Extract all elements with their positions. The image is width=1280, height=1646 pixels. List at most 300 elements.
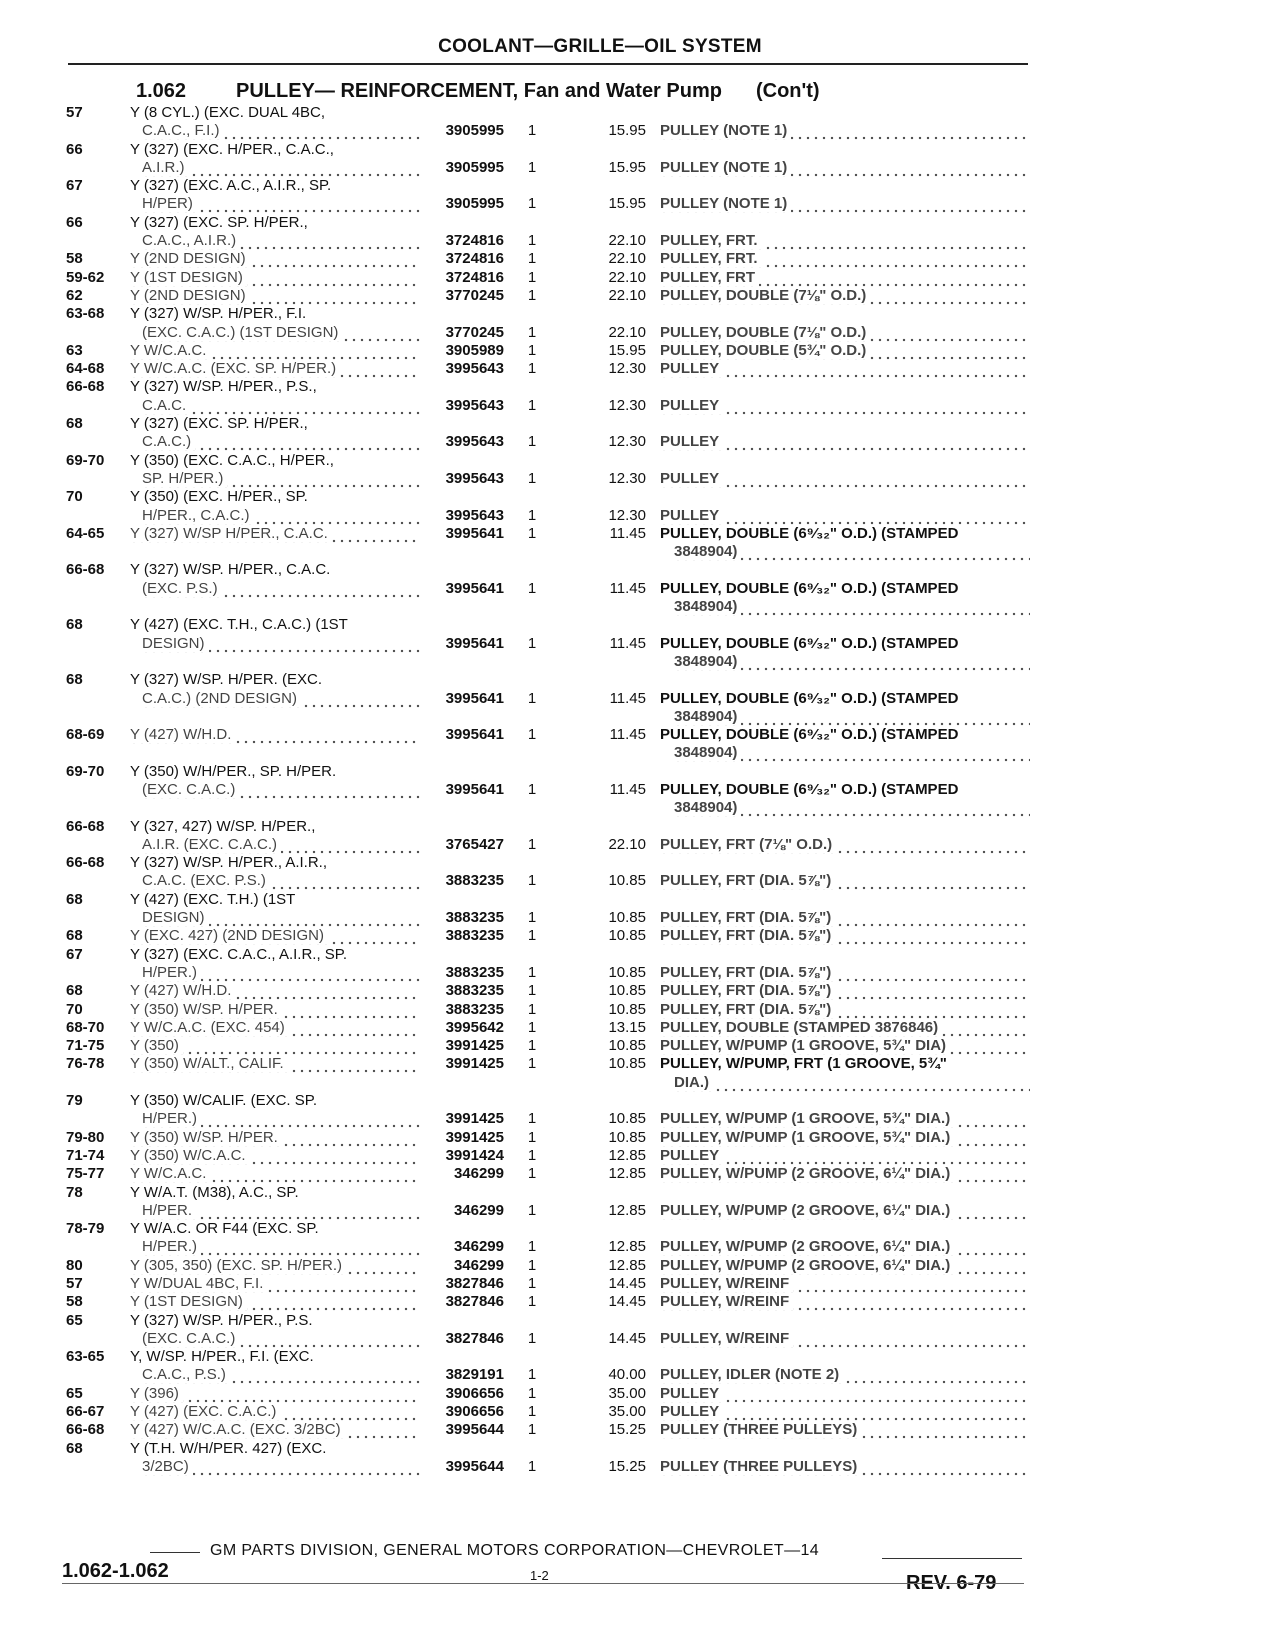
cell-text: (EXC. C.A.C.) bbox=[142, 1330, 239, 1347]
row-part-number: 3995644 bbox=[445, 1421, 504, 1439]
row-part-number: 3883235 bbox=[445, 1000, 504, 1018]
row-year: 58 bbox=[66, 1293, 83, 1311]
table-row bbox=[0, 397, 1280, 415]
row-year: 66-67 bbox=[66, 1403, 105, 1421]
group-heading bbox=[136, 80, 820, 103]
row-part-name bbox=[660, 982, 1030, 1000]
group-title: PULLEY— REINFORCEMENT, Fan and Water Pump bbox=[236, 80, 722, 102]
row-description bbox=[130, 1421, 420, 1439]
row-description bbox=[130, 1037, 420, 1055]
cell-text: Y (396) bbox=[130, 1385, 183, 1402]
row-part-name bbox=[660, 232, 1030, 250]
row-price: 10.85 bbox=[608, 872, 646, 890]
row-part-name bbox=[660, 433, 1030, 451]
row-part-number: 3770245 bbox=[445, 323, 504, 341]
cell-text: C.A.C., A.I.R.) bbox=[142, 232, 240, 249]
row-quantity: 1 bbox=[527, 250, 537, 268]
table-row bbox=[0, 378, 1280, 396]
row-part-name bbox=[660, 1366, 1030, 1384]
table-row bbox=[0, 781, 1280, 799]
row-year: 70 bbox=[66, 488, 83, 506]
row-quantity: 1 bbox=[527, 1329, 537, 1347]
table-row bbox=[0, 598, 1280, 616]
cell-text: PULLEY, FRT (DIA. 5⅞") bbox=[660, 927, 835, 944]
row-part-name: PULLEY, W/PUMP, FRT (1 GROOVE, 5¾" bbox=[660, 1055, 947, 1073]
row-part-number: 3995641 bbox=[445, 634, 504, 652]
table-row bbox=[0, 1037, 1280, 1055]
row-price: 15.95 bbox=[608, 195, 646, 213]
row-part-number: 3995643 bbox=[445, 360, 504, 378]
row-price: 12.30 bbox=[608, 433, 646, 451]
section-title: COOLANT—GRILLE—OIL SYSTEM bbox=[438, 36, 762, 57]
parts-list bbox=[0, 104, 1280, 1476]
table-row bbox=[0, 104, 1280, 122]
row-part-number: 346299 bbox=[453, 1201, 504, 1219]
cell-text: PULLEY (NOTE 1) bbox=[660, 195, 791, 212]
row-quantity: 1 bbox=[527, 909, 537, 927]
row-description: Y (327) W/SP. H/PER., F.I. bbox=[130, 305, 307, 323]
table-row bbox=[0, 1001, 1280, 1019]
table-row bbox=[0, 1238, 1280, 1256]
cell-text: PULLEY (THREE PULLEYS) bbox=[660, 1458, 861, 1475]
table-row bbox=[0, 1312, 1280, 1330]
row-description: Y (327) (EXC. H/PER., C.A.C., bbox=[130, 140, 334, 158]
row-description: Y (327) (EXC. SP. H/PER., bbox=[130, 415, 308, 433]
footer-rule-left bbox=[150, 1552, 200, 1553]
cell-text: PULLEY bbox=[660, 433, 723, 450]
cell-text: SP. H/PER.) bbox=[142, 470, 227, 487]
row-description: Y (327) W/SP. H/PER., P.S., bbox=[130, 378, 317, 396]
table-row bbox=[0, 1275, 1280, 1293]
row-price: 15.25 bbox=[608, 1421, 646, 1439]
row-part-name bbox=[674, 653, 1030, 671]
row-year: 68 bbox=[66, 890, 83, 908]
cell-text: Y W/C.A.C. bbox=[130, 342, 210, 359]
table-row bbox=[0, 799, 1280, 817]
row-price: 10.85 bbox=[608, 1000, 646, 1018]
row-part-number: 3995642 bbox=[445, 1018, 504, 1036]
row-year: 68 bbox=[66, 982, 83, 1000]
cell-text: (EXC. C.A.C.) bbox=[142, 781, 239, 798]
table-row bbox=[0, 671, 1280, 689]
table-row bbox=[0, 946, 1280, 964]
row-year: 63-68 bbox=[66, 305, 105, 323]
row-description bbox=[142, 470, 420, 488]
table-row bbox=[0, 305, 1280, 323]
table-row bbox=[0, 1421, 1280, 1439]
row-price: 14.45 bbox=[608, 1329, 646, 1347]
table-row bbox=[0, 1330, 1280, 1348]
row-part-number: 3905989 bbox=[445, 341, 504, 359]
row-quantity: 1 bbox=[527, 524, 537, 542]
row-year: 69-70 bbox=[66, 762, 105, 780]
cell-text: H/PER. bbox=[142, 1202, 196, 1219]
row-year: 63-65 bbox=[66, 1348, 105, 1366]
row-part-number: 3905995 bbox=[445, 158, 504, 176]
table-row bbox=[0, 488, 1280, 506]
cell-text: PULLEY bbox=[660, 397, 723, 414]
row-description bbox=[130, 982, 420, 1000]
cell-text: Y (EXC. 427) (2ND DESIGN) bbox=[130, 927, 328, 944]
row-part-name bbox=[660, 1147, 1030, 1165]
cell-text: PULLEY, W/PUMP (2 GROOVE, 6¼" DIA.) bbox=[660, 1202, 954, 1219]
cell-text: PULLEY bbox=[660, 1385, 723, 1402]
row-description bbox=[130, 1257, 420, 1275]
row-price: 10.85 bbox=[608, 1055, 646, 1073]
group-number: 1.062 bbox=[136, 80, 187, 102]
row-year: 66-68 bbox=[66, 1421, 105, 1439]
row-quantity: 1 bbox=[527, 1055, 537, 1073]
cell-text: C.A.C.) (2ND DESIGN) bbox=[142, 690, 301, 707]
row-description bbox=[130, 1055, 420, 1073]
table-row bbox=[0, 1147, 1280, 1165]
row-description bbox=[142, 324, 420, 342]
row-part-name bbox=[660, 342, 1030, 360]
table-row bbox=[0, 1184, 1280, 1202]
cell-text: Y (350) W/ALT., CALIF. bbox=[130, 1055, 288, 1072]
row-quantity: 1 bbox=[527, 1238, 537, 1256]
row-part-number: 3770245 bbox=[445, 286, 504, 304]
table-row bbox=[0, 433, 1280, 451]
table-row bbox=[0, 1129, 1280, 1147]
cell-text: PULLEY, FRT. bbox=[660, 232, 762, 249]
cell-text: PULLEY, W/PUMP (1 GROOVE, 5¾" DIA) bbox=[660, 1037, 950, 1054]
row-price: 22.10 bbox=[608, 232, 646, 250]
row-price: 10.85 bbox=[608, 982, 646, 1000]
row-year: 68 bbox=[66, 1439, 83, 1457]
row-part-name bbox=[660, 195, 1030, 213]
cell-text: H/PER) bbox=[142, 195, 197, 212]
table-row bbox=[0, 927, 1280, 945]
cell-text: C.A.C., P.S.) bbox=[142, 1366, 230, 1383]
table-row bbox=[0, 872, 1280, 890]
row-quantity: 1 bbox=[527, 323, 537, 341]
cell-text: C.A.C., F.I.) bbox=[142, 122, 224, 139]
row-quantity: 1 bbox=[527, 1201, 537, 1219]
row-description bbox=[130, 269, 420, 287]
cell-text: Y (427) (EXC. C.A.C.) bbox=[130, 1403, 280, 1420]
table-row bbox=[0, 507, 1280, 525]
row-part-name bbox=[674, 543, 1030, 561]
row-year: 80 bbox=[66, 1256, 83, 1274]
table-row bbox=[0, 836, 1280, 854]
cell-text: Y (1ST DESIGN) bbox=[130, 1293, 247, 1310]
cell-text: Y (327) W/SP H/PER., C.A.C. bbox=[130, 525, 332, 542]
cell-text: 3848904) bbox=[674, 708, 741, 725]
cell-text: Y (305, 350) (EXC. SP. H/PER.) bbox=[130, 1257, 346, 1274]
cell-text: 3/2BC) bbox=[142, 1458, 193, 1475]
table-row bbox=[0, 250, 1280, 268]
row-price: 12.85 bbox=[608, 1201, 646, 1219]
row-part-name: PULLEY, DOUBLE (6⁹⁄₃₂" O.D.) (STAMPED bbox=[660, 579, 959, 597]
row-part-number: 3995643 bbox=[445, 506, 504, 524]
row-part-number: 3995643 bbox=[445, 396, 504, 414]
row-description: Y (327) W/SP. H/PER. (EXC. bbox=[130, 671, 323, 689]
row-description bbox=[142, 872, 420, 890]
row-description bbox=[130, 927, 420, 945]
row-price: 12.85 bbox=[608, 1256, 646, 1274]
cell-text: PULLEY, IDLER (NOTE 2) bbox=[660, 1366, 843, 1383]
table-row bbox=[0, 1440, 1280, 1458]
row-description bbox=[142, 635, 420, 653]
row-part-name bbox=[660, 1110, 1030, 1128]
cell-text: PULLEY, FRT (DIA. 5⅞") bbox=[660, 1001, 835, 1018]
row-part-name: PULLEY, DOUBLE (6⁹⁄₃₂" O.D.) (STAMPED bbox=[660, 634, 959, 652]
table-row bbox=[0, 232, 1280, 250]
row-year: 64-65 bbox=[66, 524, 105, 542]
row-description bbox=[130, 1129, 420, 1147]
row-part-name bbox=[660, 1165, 1030, 1183]
row-year: 76-78 bbox=[66, 1055, 105, 1073]
row-price: 40.00 bbox=[608, 1366, 646, 1384]
cell-text: (EXC. P.S.) bbox=[142, 580, 222, 597]
row-description bbox=[130, 1019, 420, 1037]
row-price: 35.00 bbox=[608, 1384, 646, 1402]
row-part-number: 3995641 bbox=[445, 579, 504, 597]
row-description bbox=[130, 250, 420, 268]
row-year: 78-79 bbox=[66, 1220, 105, 1238]
row-year: 66-68 bbox=[66, 561, 105, 579]
cell-text: C.A.C. (EXC. P.S.) bbox=[142, 872, 270, 889]
row-year: 69-70 bbox=[66, 451, 105, 469]
cell-text: H/PER., C.A.C.) bbox=[142, 507, 254, 524]
row-quantity: 1 bbox=[527, 982, 537, 1000]
row-description bbox=[142, 781, 420, 799]
row-part-name bbox=[660, 1257, 1030, 1275]
row-part-name: PULLEY, DOUBLE (6⁹⁄₃₂" O.D.) (STAMPED bbox=[660, 689, 959, 707]
row-description bbox=[130, 1147, 420, 1165]
table-row bbox=[0, 1092, 1280, 1110]
row-quantity: 1 bbox=[527, 634, 537, 652]
cell-text: PULLEY bbox=[660, 1147, 723, 1164]
row-description bbox=[142, 232, 420, 250]
table-row bbox=[0, 470, 1280, 488]
cell-text: Y (427) W/H.D. bbox=[130, 726, 235, 743]
cell-text: PULLEY, FRT (DIA. 5⅞") bbox=[660, 909, 835, 926]
row-quantity: 1 bbox=[527, 286, 537, 304]
cell-text: DESIGN) bbox=[142, 635, 209, 652]
cell-text: PULLEY, W/PUMP (1 GROOVE, 5¾" DIA.) bbox=[660, 1110, 954, 1127]
row-year: 68-70 bbox=[66, 1018, 105, 1036]
cell-text: H/PER.) bbox=[142, 1238, 201, 1255]
row-description bbox=[142, 1238, 420, 1256]
row-part-name bbox=[660, 1202, 1030, 1220]
row-description bbox=[130, 287, 420, 305]
row-quantity: 1 bbox=[527, 469, 537, 487]
footer-page-number: 1-2 bbox=[530, 1568, 549, 1583]
row-part-number: 3883235 bbox=[445, 909, 504, 927]
row-quantity: 1 bbox=[527, 122, 537, 140]
row-quantity: 1 bbox=[527, 232, 537, 250]
row-part-name bbox=[660, 927, 1030, 945]
row-description bbox=[142, 909, 420, 927]
row-part-number: 346299 bbox=[453, 1256, 504, 1274]
row-part-name bbox=[674, 799, 1030, 817]
row-description: Y (327) (EXC. C.A.C., A.I.R., SP. bbox=[130, 945, 348, 963]
cell-text: DESIGN) bbox=[142, 909, 209, 926]
row-description bbox=[142, 1330, 420, 1348]
row-quantity: 1 bbox=[527, 1146, 537, 1164]
row-quantity: 1 bbox=[527, 268, 537, 286]
cell-text: PULLEY, W/PUMP (1 GROOVE, 5¾" DIA.) bbox=[660, 1129, 954, 1146]
row-part-name bbox=[660, 872, 1030, 890]
row-description bbox=[130, 342, 420, 360]
row-part-number: 3827846 bbox=[445, 1275, 504, 1292]
row-quantity: 1 bbox=[527, 927, 537, 945]
row-part-number: 3906656 bbox=[445, 1384, 504, 1402]
row-description: Y (327) W/SP. H/PER., A.I.R., bbox=[130, 854, 328, 872]
footer-rule-right bbox=[882, 1558, 1022, 1559]
row-year: 71-74 bbox=[66, 1146, 105, 1164]
row-part-name: PULLEY, DOUBLE (6⁹⁄₃₂" O.D.) (STAMPED bbox=[660, 726, 959, 744]
row-part-number: 3765427 bbox=[445, 835, 504, 853]
row-year: 66 bbox=[66, 213, 83, 231]
row-price: 22.10 bbox=[608, 250, 646, 268]
table-row bbox=[0, 726, 1280, 744]
row-year: 68 bbox=[66, 927, 83, 945]
row-part-name bbox=[660, 1330, 1030, 1348]
row-description: Y (327) (EXC. A.C., A.I.R., SP. bbox=[130, 177, 332, 195]
table-row bbox=[0, 452, 1280, 470]
cell-text: PULLEY, W/PUMP (2 GROOVE, 6¼" DIA.) bbox=[660, 1257, 954, 1274]
row-part-name bbox=[674, 1074, 1030, 1092]
row-part-name bbox=[660, 324, 1030, 342]
table-row bbox=[0, 854, 1280, 872]
table-row bbox=[0, 177, 1280, 195]
row-year: 58 bbox=[66, 250, 83, 268]
footer-section-range: 1.062-1.062 bbox=[62, 1560, 169, 1582]
row-quantity: 1 bbox=[527, 195, 537, 213]
table-row bbox=[0, 342, 1280, 360]
row-price: 12.30 bbox=[608, 360, 646, 378]
row-price: 22.10 bbox=[608, 286, 646, 304]
row-quantity: 1 bbox=[527, 1256, 537, 1274]
row-year: 68 bbox=[66, 616, 83, 634]
cell-text: Y W/C.A.C. bbox=[130, 1165, 210, 1182]
row-price: 15.25 bbox=[608, 1457, 646, 1475]
row-year: 67 bbox=[66, 177, 83, 195]
cell-text: PULLEY (NOTE 1) bbox=[660, 122, 791, 139]
cell-text: PULLEY, DOUBLE (5¾" O.D.) bbox=[660, 342, 870, 359]
table-row bbox=[0, 891, 1280, 909]
table-row bbox=[0, 214, 1280, 232]
row-quantity: 1 bbox=[527, 1000, 537, 1018]
row-price: 13.15 bbox=[608, 1018, 646, 1036]
cell-text: C.A.C. bbox=[142, 397, 190, 414]
row-year: 70 bbox=[66, 1000, 83, 1018]
cell-text: PULLEY (NOTE 1) bbox=[660, 159, 791, 176]
row-year: 79-80 bbox=[66, 1128, 105, 1146]
row-part-name bbox=[660, 1458, 1030, 1476]
row-part-name bbox=[660, 1293, 1030, 1311]
row-part-number: 3883235 bbox=[445, 982, 504, 1000]
row-part-name bbox=[674, 744, 1030, 762]
row-year: 68 bbox=[66, 671, 83, 689]
row-quantity: 1 bbox=[527, 506, 537, 524]
row-description bbox=[142, 1366, 420, 1384]
row-part-name bbox=[660, 269, 1030, 287]
row-price: 12.30 bbox=[608, 469, 646, 487]
row-quantity: 1 bbox=[527, 1037, 537, 1055]
row-quantity: 1 bbox=[527, 1165, 537, 1183]
table-row bbox=[0, 1074, 1280, 1092]
cell-text: H/PER.) bbox=[142, 964, 201, 981]
row-description: Y (350) (EXC. C.A.C., H/PER., bbox=[130, 451, 334, 469]
cell-text: Y (350) W/SP. H/PER. bbox=[130, 1129, 282, 1146]
row-quantity: 1 bbox=[527, 360, 537, 378]
row-part-number: 3829191 bbox=[445, 1366, 504, 1384]
table-row bbox=[0, 324, 1280, 342]
table-row bbox=[0, 1202, 1280, 1220]
row-description bbox=[142, 397, 420, 415]
row-description bbox=[142, 122, 420, 140]
row-part-number: 346299 bbox=[453, 1238, 504, 1256]
row-part-name bbox=[674, 598, 1030, 616]
row-year: 79 bbox=[66, 1092, 83, 1110]
table-row bbox=[0, 1366, 1280, 1384]
cell-text: Y W/C.A.C. (EXC. SP. H/PER.) bbox=[130, 360, 340, 377]
cell-text: Y W/DUAL 4BC, F.I. bbox=[130, 1275, 267, 1292]
row-part-name bbox=[660, 122, 1030, 140]
table-row bbox=[0, 635, 1280, 653]
cell-text: PULLEY bbox=[660, 507, 723, 524]
row-description bbox=[130, 1001, 420, 1019]
row-price: 35.00 bbox=[608, 1403, 646, 1421]
cell-text: PULLEY (THREE PULLEYS) bbox=[660, 1421, 861, 1438]
table-row bbox=[0, 982, 1280, 1000]
row-price: 22.10 bbox=[608, 268, 646, 286]
row-part-number: 346299 bbox=[453, 1165, 504, 1183]
table-row bbox=[0, 1257, 1280, 1275]
row-quantity: 1 bbox=[527, 963, 537, 981]
row-price: 11.45 bbox=[609, 634, 646, 652]
table-row bbox=[0, 543, 1280, 561]
row-quantity: 1 bbox=[527, 579, 537, 597]
table-row bbox=[0, 653, 1280, 671]
row-price: 11.45 bbox=[609, 524, 646, 542]
table-row bbox=[0, 360, 1280, 378]
row-part-number: 3906656 bbox=[445, 1403, 504, 1421]
cell-text: PULLEY bbox=[660, 360, 723, 377]
row-quantity: 1 bbox=[527, 158, 537, 176]
table-row bbox=[0, 744, 1280, 762]
row-year: 68-69 bbox=[66, 726, 105, 744]
row-quantity: 1 bbox=[527, 1403, 537, 1421]
row-quantity: 1 bbox=[527, 433, 537, 451]
row-price: 15.95 bbox=[608, 122, 646, 140]
table-row bbox=[0, 141, 1280, 159]
row-price: 10.85 bbox=[608, 909, 646, 927]
row-part-number: 3724816 bbox=[445, 232, 504, 250]
cell-text: 3848904) bbox=[674, 543, 741, 560]
continued-label: (Con't) bbox=[755, 80, 820, 102]
row-part-name bbox=[660, 1001, 1030, 1019]
table-row bbox=[0, 269, 1280, 287]
table-row bbox=[0, 616, 1280, 634]
row-year: 78 bbox=[66, 1183, 83, 1201]
row-price: 11.45 bbox=[609, 579, 646, 597]
table-row bbox=[0, 580, 1280, 598]
cell-text: PULLEY bbox=[660, 470, 723, 487]
row-quantity: 1 bbox=[527, 780, 537, 798]
row-part-name bbox=[660, 470, 1030, 488]
row-part-number: 3995643 bbox=[445, 433, 504, 451]
row-description: Y (T.H. W/H/PER. 427) (EXC. bbox=[130, 1439, 327, 1457]
table-row bbox=[0, 1458, 1280, 1476]
table-row bbox=[0, 1110, 1280, 1128]
row-price: 15.95 bbox=[608, 341, 646, 359]
row-year: 68 bbox=[66, 415, 83, 433]
